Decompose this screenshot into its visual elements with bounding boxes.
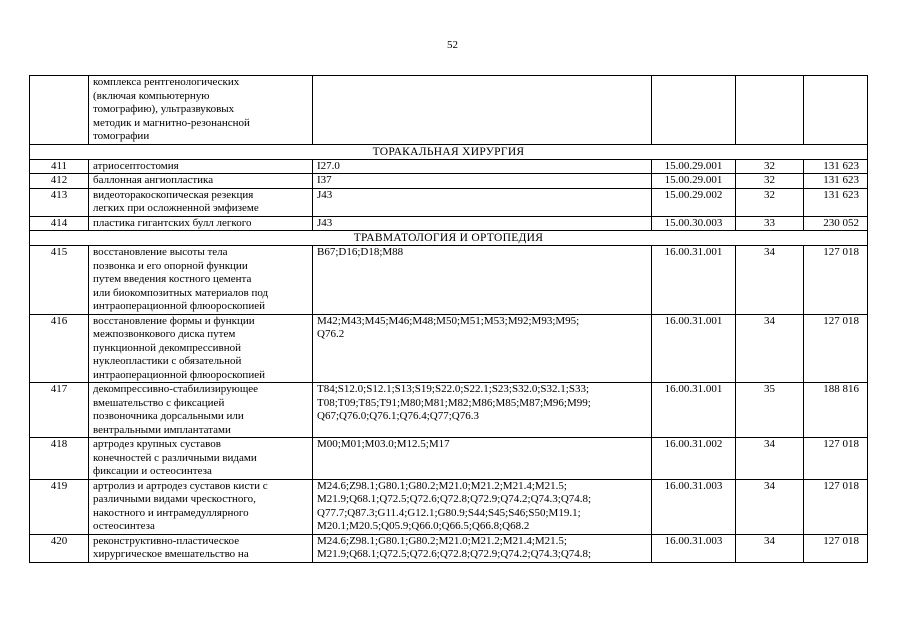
section-title: ТРАВМАТОЛОГИЯ И ОРТОПЕДИЯ — [30, 231, 868, 246]
table-row — [30, 188, 868, 216]
group-number: 34 — [736, 534, 804, 562]
icd-codes — [313, 159, 652, 174]
procedure-code — [652, 76, 736, 145]
group-number: 34 — [736, 438, 804, 480]
cost-value: 131 623 — [804, 188, 868, 216]
cost-value: 188 816 — [804, 383, 868, 438]
icd-codes-line: J43 — [317, 188, 333, 201]
procedure-name-line: видеоторакоскопическая резекция — [93, 188, 254, 201]
icd-codes-line: I27.0 — [317, 159, 340, 172]
row-number: 414 — [30, 216, 89, 231]
procedure-name-line: путем введения костного цемента — [93, 273, 252, 285]
table-row — [30, 216, 868, 231]
procedure-name-line: артродез крупных суставов — [93, 438, 221, 450]
procedure-name-line: нуклеопластики с обязательной — [93, 355, 242, 367]
icd-codes — [313, 314, 652, 383]
icd-codes-line: M24.6;Z98.1;G80.1;G80.2;M21.0;M21.2;M21.4;M21.5; — [317, 479, 567, 492]
procedure-name-line: атриосептостомия — [93, 159, 179, 172]
procedure-name — [89, 246, 313, 315]
icd-codes-line: Q76.2 — [317, 328, 345, 340]
procedure-name-line: интраоперационной флюороскопией — [93, 300, 265, 312]
procedure-code: 15.00.29.002 — [652, 188, 736, 216]
procedure-name-line: декомпрессивно-стабилизирующее — [93, 383, 259, 395]
table-row — [30, 159, 868, 174]
row-number: 411 — [30, 159, 89, 174]
group-number: 32 — [736, 188, 804, 216]
table-row — [30, 314, 868, 383]
procedure-code: 16.00.31.003 — [652, 479, 736, 534]
table-row — [30, 438, 868, 480]
procedure-name-line: методик и магнитно-резонансной — [93, 116, 250, 129]
cost-value: 131 623 — [804, 174, 868, 189]
procedure-name-line: реконструктивно-пластическое — [93, 534, 240, 547]
group-number: 35 — [736, 383, 804, 438]
icd-codes — [313, 76, 652, 145]
page-number: 52 — [447, 39, 458, 51]
procedure-name-line: накостного и интрамедуллярного — [93, 506, 249, 519]
icd-codes-line: Q77.7;Q87.3;G11.4;G12.1;G80.9;S44;S45;S46;S50;M19.1; — [317, 506, 581, 519]
procedure-name-line: пластика гигантских булл легкого — [93, 216, 252, 229]
procedure-name — [89, 479, 313, 534]
procedure-name-line: вентральными имплантатами — [93, 423, 231, 436]
row-number — [30, 76, 89, 145]
procedure-name-line: легких при осложненной эмфиземе — [93, 202, 259, 214]
procedure-name-line: интраоперационной флюороскопией — [93, 368, 265, 381]
icd-codes-line: T84;S12.0;S12.1;S13;S19;S22.0;S22.1;S23;S32.0;S32.1;S33; — [317, 383, 590, 395]
icd-codes — [313, 534, 652, 562]
procedure-code: 16.00.31.001 — [652, 314, 736, 383]
icd-codes — [313, 188, 652, 216]
table-row — [30, 383, 868, 438]
procedure-code: 15.00.29.001 — [652, 174, 736, 189]
procedure-name — [89, 76, 313, 145]
row-number: 419 — [30, 479, 89, 534]
procedure-name — [89, 314, 313, 383]
group-number: 34 — [736, 246, 804, 315]
icd-codes — [313, 438, 652, 480]
cost-value: 127 018 — [804, 246, 868, 315]
icd-codes — [313, 216, 652, 231]
section-title: ТОРАКАЛЬНАЯ ХИРУРГИЯ — [30, 144, 868, 159]
procedure-code: 16.00.31.001 — [652, 383, 736, 438]
icd-codes-line: M20.1;M20.5;Q05.9;Q66.0;Q66.5;Q66.8;Q68.2 — [317, 520, 530, 532]
procedure-name-line: хирургическое вмешательство на — [93, 548, 249, 560]
table-row — [30, 174, 868, 189]
group-number: 34 — [736, 314, 804, 383]
procedure-name-line: позвонка и его опорной функции — [93, 259, 248, 272]
cost-value: 131 623 — [804, 159, 868, 174]
cost-value: 127 018 — [804, 534, 868, 562]
table-row — [30, 246, 868, 315]
procedure-name — [89, 534, 313, 562]
procedure-code: 16.00.31.003 — [652, 534, 736, 562]
cost-value: 127 018 — [804, 438, 868, 480]
icd-codes-line: M42;M43;M45;M46;M48;M50;M51;M53;M92;M93;M95; — [317, 314, 580, 327]
procedure-name — [89, 174, 313, 189]
procedure-name-line: томографии — [93, 130, 150, 142]
procedure-name-line: позвоночника дорсальными или — [93, 410, 244, 422]
procedure-name-line: вмешательство с фиксацией — [93, 396, 225, 409]
icd-codes — [313, 479, 652, 534]
procedure-name-line: пункционной декомпрессивной — [93, 341, 241, 354]
procedure-name-line: баллонная ангиопластика — [93, 174, 214, 186]
icd-codes-line: I37 — [317, 174, 332, 186]
row-number: 415 — [30, 246, 89, 315]
procedure-code: 16.00.31.002 — [652, 438, 736, 480]
procedure-name-line: комплекса рентгенологических — [93, 76, 240, 88]
icd-codes — [313, 246, 652, 315]
procedures-table — [29, 75, 868, 563]
procedure-code: 16.00.31.001 — [652, 246, 736, 315]
section-row — [30, 144, 868, 159]
icd-codes-line: B67;D16;D18;M88 — [317, 246, 404, 258]
cost-value — [804, 76, 868, 145]
procedure-name-line: или биокомпозитных материалов под — [93, 286, 269, 299]
group-number — [736, 76, 804, 145]
icd-codes — [313, 383, 652, 438]
procedure-name-line: восстановление высоты тела — [93, 246, 228, 258]
procedure-code: 15.00.29.001 — [652, 159, 736, 174]
cost-value: 127 018 — [804, 479, 868, 534]
section-row — [30, 231, 868, 246]
procedure-name — [89, 159, 313, 174]
table-row — [30, 479, 868, 534]
icd-codes — [313, 174, 652, 189]
table-row — [30, 534, 868, 562]
row-number: 412 — [30, 174, 89, 189]
procedure-name — [89, 216, 313, 231]
icd-codes-line: T08;T09;T85;T91;M80;M81;M82;M86;M85;M87;M96;M99; — [317, 396, 591, 409]
procedure-name-line: (включая компьютерную — [93, 89, 210, 102]
procedure-name-line: различными видами чрескостного, — [93, 493, 256, 505]
row-number: 417 — [30, 383, 89, 438]
icd-codes-line: M24.6;Z98.1;G80.1;G80.2;M21.0;M21.2;M21.4;M21.5; — [317, 534, 567, 547]
continuation-row — [30, 76, 868, 145]
icd-codes-line: M21.9;Q68.1;Q72.5;Q72.6;Q72.8;Q72.9;Q74.2;Q74.3;Q74.8; — [317, 493, 592, 505]
cost-value: 230 052 — [804, 216, 868, 231]
cost-value: 127 018 — [804, 314, 868, 383]
row-number: 418 — [30, 438, 89, 480]
icd-codes-line: M00;M01;M03.0;M12.5;M17 — [317, 438, 450, 450]
icd-codes-line: Q67;Q76.0;Q76.1;Q76.4;Q77;Q76.3 — [317, 410, 479, 422]
procedure-name-line: фиксации и остеосинтеза — [93, 465, 212, 477]
procedure-code: 15.00.30.003 — [652, 216, 736, 231]
procedure-name-line: артролиз и артродез суставов кисти с — [93, 479, 268, 492]
procedure-name-line: восстановление формы и функции — [93, 314, 255, 327]
procedure-name-line: томографию), ультразвуковых — [93, 103, 235, 115]
group-number: 32 — [736, 159, 804, 174]
procedure-name — [89, 188, 313, 216]
group-number: 34 — [736, 479, 804, 534]
row-number: 416 — [30, 314, 89, 383]
procedure-name-line: межпозвонкового диска путем — [93, 328, 236, 340]
row-number: 413 — [30, 188, 89, 216]
icd-codes-line: M21.9;Q68.1;Q72.5;Q72.6;Q72.8;Q72.9;Q74.2;Q74.3;Q74.8; — [317, 548, 592, 560]
row-number: 420 — [30, 534, 89, 562]
procedure-name-line: остеосинтеза — [93, 520, 155, 532]
procedure-name — [89, 438, 313, 480]
group-number: 33 — [736, 216, 804, 231]
procedure-name-line: конечностей с различными видами — [93, 451, 257, 464]
procedure-name — [89, 383, 313, 438]
group-number: 32 — [736, 174, 804, 189]
icd-codes-line: J43 — [317, 216, 333, 229]
